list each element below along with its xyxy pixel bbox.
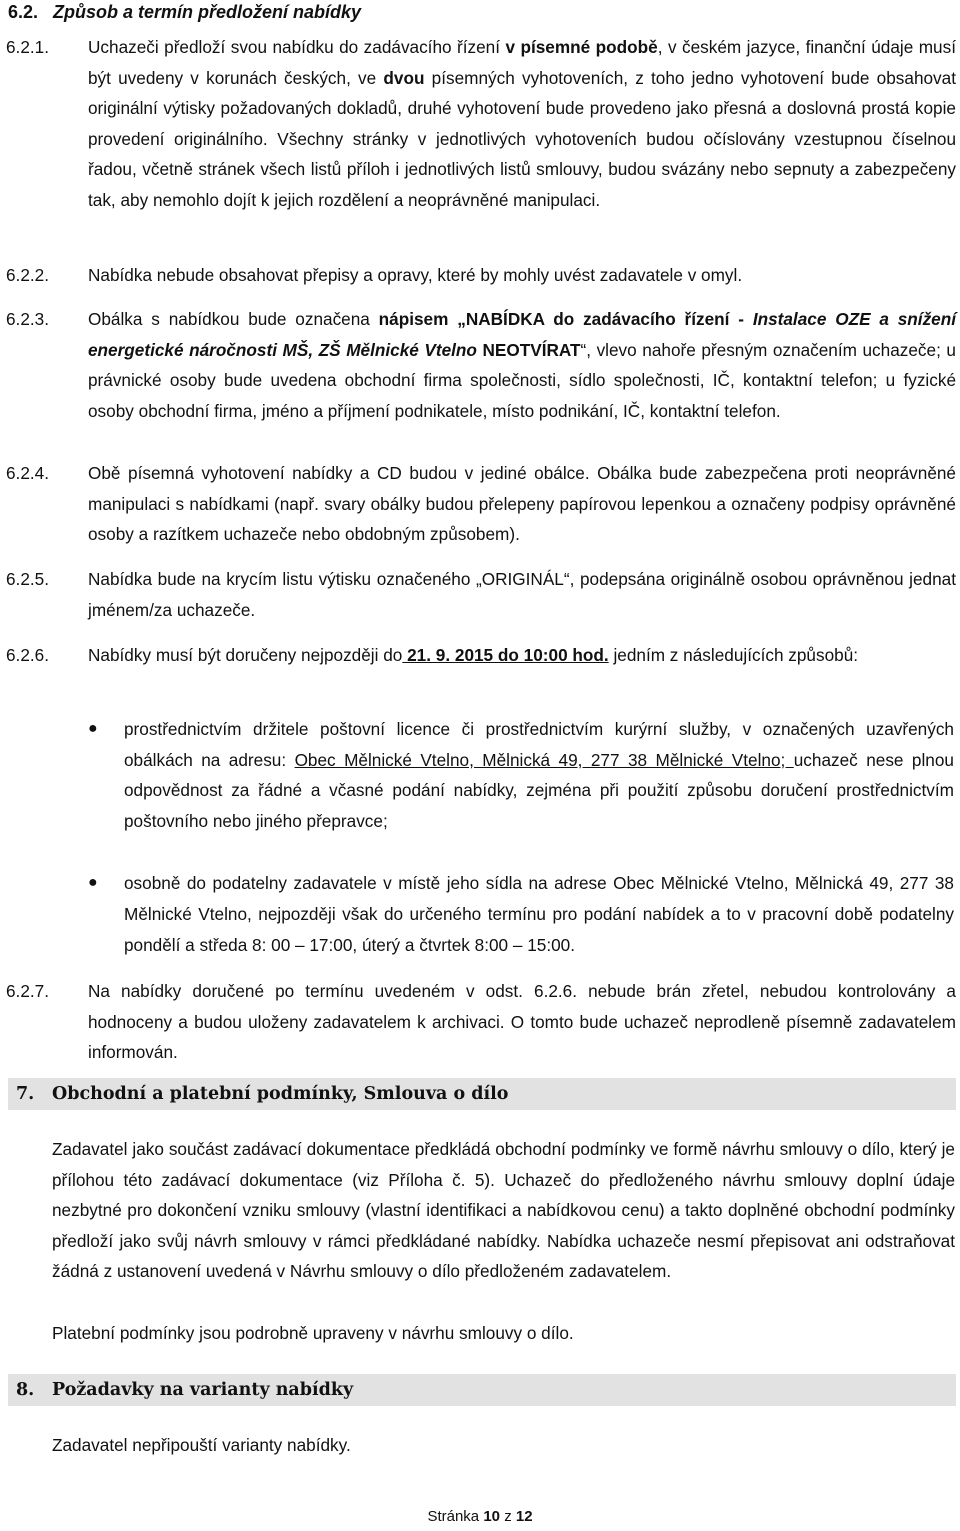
bold-run: nápisem „NABÍDKA do zadávacího řízení - bbox=[378, 309, 753, 329]
section-7-heading bbox=[8, 1078, 956, 1110]
page-footer bbox=[0, 1507, 960, 1527]
heading-title: Obchodní a platební podmínky, Smlouva o dílo bbox=[52, 1084, 509, 1104]
heading-number: 7. bbox=[16, 1084, 35, 1104]
bold-run: v písemné podobě bbox=[505, 37, 658, 57]
text-run: prostřednictvím držitele poštovní licence či prostřednictvím kurýrní služby, v označených uzavřených obálkách na adresu: bbox=[124, 719, 954, 770]
clause-text bbox=[88, 304, 956, 426]
clause-number: 6.2.6. bbox=[6, 645, 50, 665]
text-run: Uchazeči předloží svou nabídku do zadávacího řízení bbox=[88, 37, 506, 57]
address: Obec Mělnické Vtelno, Mělnická 49, 277 38 Mělnické Vtelno; bbox=[294, 749, 794, 770]
clause-6-2-2 bbox=[6, 260, 956, 291]
clause-6-2-7 bbox=[6, 976, 956, 1068]
clause-number: 6.2.2. bbox=[6, 265, 50, 285]
clause-text: Obě písemná vyhotovení nabídky a CD budou v jediné obálce. Obálka bude zabezpečena proti neoprávněné manipulaci s nabídkami (např. svary obálky budou přelepeny papírovou lepenkou a označeny podpisy oprávněné osoby a razítkem uchazeče nebo obdobným způsobem). bbox=[88, 463, 956, 545]
clause-6-2-5 bbox=[6, 564, 956, 625]
bold-run: NEOTVÍRAT bbox=[476, 339, 581, 360]
clause-number: 6.2.3. bbox=[6, 309, 50, 329]
clause-number: 6.2.4. bbox=[6, 463, 50, 483]
bullet-icon: ● bbox=[88, 720, 98, 737]
bullet-icon: ● bbox=[88, 874, 98, 892]
clause-text: Nabídka bude na krycím listu výtisku označeného „ORIGINÁL“, podepsána originálně osobou oprávněnou jednat jménem/za uchazeče. bbox=[88, 569, 956, 620]
text-run: písemných vyhotoveních, z toho jedno vyhotovení bude obsahovat originální výtisky požadovaných dokladů, druhé vyhotovení bude provedeno jako přesná a doslovná prostá kopie provedení originálního. Všechny stránky v jednotlivých vyhotoveních budou očíslovány vzestupnou číselnou řadou, včetně stránek všech listů příloh i jednotlivých listů smlouvy, budou svázány nebo sepnuty a zabezpečeny tak, aby nemohlo dojít k jejich rozdělení a neoprávněné manipulaci. bbox=[88, 67, 956, 210]
footer-page-number: 10 bbox=[483, 1508, 501, 1525]
footer-of: z bbox=[504, 1508, 512, 1525]
clause-6-2-1 bbox=[6, 32, 956, 216]
text-run: , v českém jazyce, finanční údaje musí být uvedeny v korunách českých, ve bbox=[88, 37, 956, 88]
heading-number: 8. bbox=[16, 1380, 35, 1400]
text-run: “, vlevo nahoře přesným označením uchazeče; u právnické osoby bude uvedena obchodní firma společnosti, sídlo společnosti, IČ, kontaktní telefon; u fyzické osoby obchodní firma, jméno a příjmení podnikatele, místo podnikání, IČ, kontaktní telefon. bbox=[88, 339, 956, 421]
footer-total-pages: 12 bbox=[515, 1508, 533, 1525]
section-number: 6.2. bbox=[8, 2, 39, 22]
section-8-heading bbox=[8, 1374, 956, 1406]
clause-text: Nabídka nebude obsahovat přepisy a opravy, které by mohly uvést zadavatele v omyl. bbox=[88, 265, 743, 285]
section-title: Způsob a termín předložení nabídky bbox=[53, 2, 362, 22]
deadline-date: 21. 9. 2015 do 10:00 hod. bbox=[402, 645, 609, 665]
heading-title: Požadavky na varianty nabídky bbox=[52, 1380, 354, 1400]
clause-number: 6.2.1. bbox=[6, 37, 50, 57]
clause-number: 6.2.7. bbox=[6, 981, 50, 1001]
clause-6-2-6 bbox=[6, 640, 956, 671]
text-run: jedním z následujících způsobů: bbox=[608, 645, 859, 665]
bold-run: dvou bbox=[383, 67, 425, 88]
text-run: Obálka s nabídkou bude označena bbox=[88, 309, 379, 329]
text-run: uchazeč nese plnou odpovědnost za řádné a včasné podání nabídky, zejména při použití způsobu doručení prostřednictvím poštovního nebo jiného přepravce; bbox=[124, 749, 954, 831]
section-7-payment-paragraph: Platební podmínky jsou podrobně upraveny v návrhu smlouvy o dílo. bbox=[52, 1323, 574, 1343]
footer-label: Stránka bbox=[427, 1508, 480, 1525]
list-item bbox=[88, 714, 954, 836]
section-heading bbox=[8, 0, 361, 28]
clause-text: Na nabídky doručené po termínu uvedeném v odst. 6.2.6. nebude brán zřetel, nebudou kontrolovány a hodnoceny a budou uloženy zadavatelem k archivaci. O tomto bude uchazeč neprodleně písemně zadavatelem informován. bbox=[88, 981, 956, 1063]
list-item: ● osobně do podatelny zadavatele v místě jeho sídla na adrese Obec Mělnické Vtelno, Mělnická 49, 277 38 Mělnické Vtelno, nejpozději však do určeného termínu pro podání nabídek a to v pracovní době podatelny pondělí a středa 8: 00 – 17:00, úterý a čtvrtek 8:00 – 15:00. bbox=[88, 868, 954, 960]
clause-6-2-4 bbox=[6, 458, 956, 550]
text-run: Nabídky musí být doručeny nejpozději do bbox=[88, 645, 403, 665]
clause-text bbox=[88, 640, 956, 671]
clause-text bbox=[88, 32, 956, 216]
bold-italic-run: Instalace OZE a snížení energetické náročnosti MŠ, ZŠ Mělnické Vtelno bbox=[88, 309, 956, 360]
clause-6-2-3 bbox=[6, 304, 956, 426]
section-8-paragraph: Zadavatel nepřipouští varianty nabídky. bbox=[52, 1435, 351, 1455]
clause-number: 6.2.5. bbox=[6, 569, 50, 589]
delivery-methods-list bbox=[88, 714, 954, 960]
section-7-paragraph: Zadavatel jako součást zadávací dokumentace předkládá obchodní podmínky ve formě návrhu smlouvy o dílo, který je přílohou této zadávací dokumentace (viz Příloha č. 5). Uchazeč do předloženého návrhu smlouvy doplní údaje nezbytné pro dokončení vzniku smlouvy (vlastní identifikaci a nabídkovou cenu) a takto doplněné obchodní podmínky předloží jako svůj návrh smlouvy v rámci předkládané nabídky. Nabídka uchazeče nesmí přepisovat ani odstraňovat žádná z ustanovení uvedená v Návrhu smlouvy o dílo předloženém zadavatelem. bbox=[52, 1139, 955, 1282]
